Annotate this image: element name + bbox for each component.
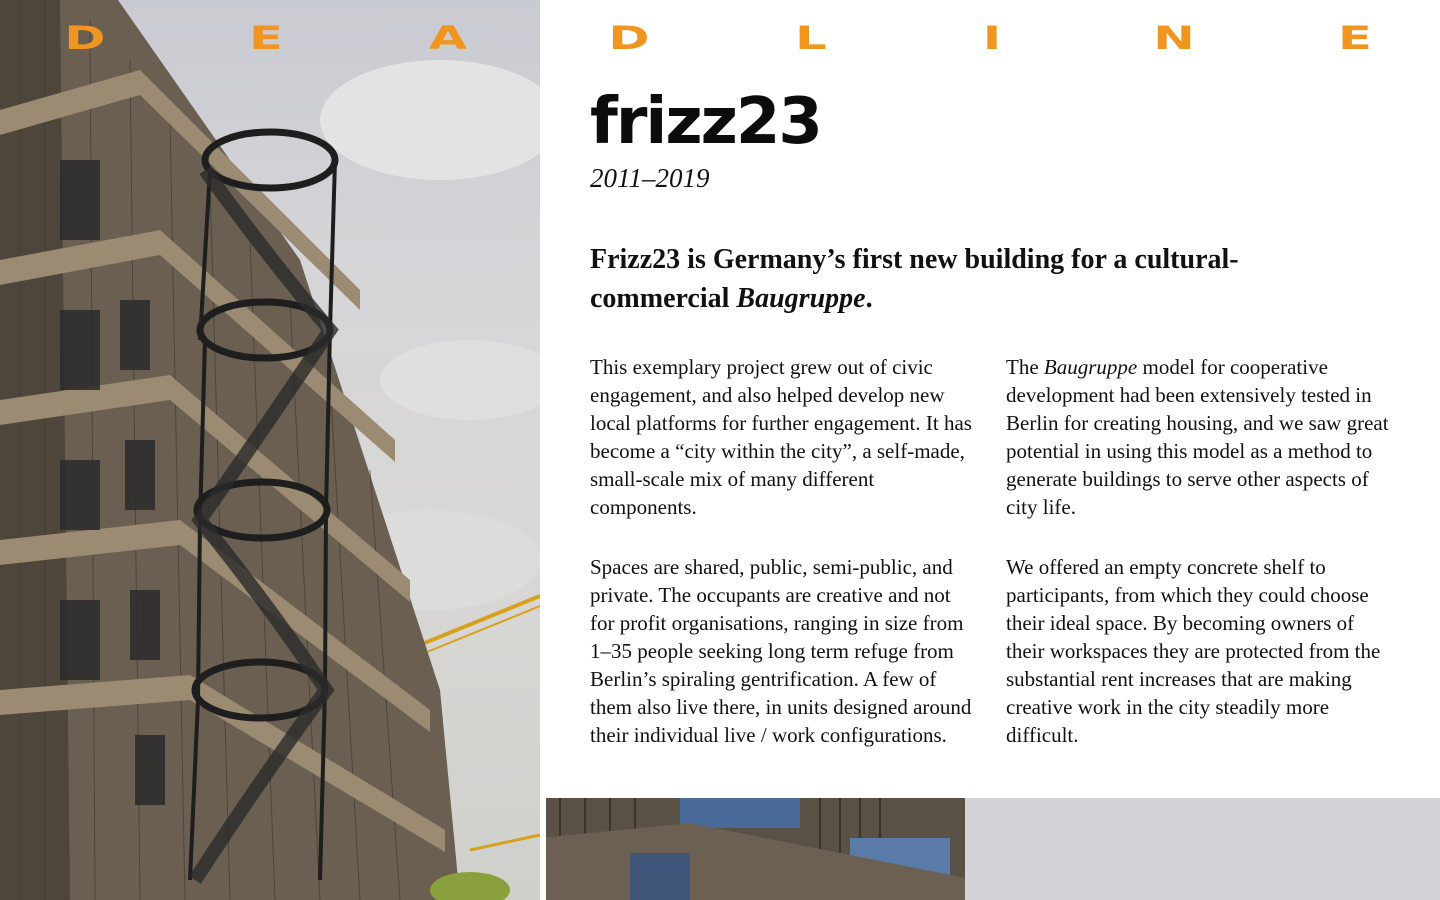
- logo-letter: N: [1152, 19, 1195, 57]
- logo-letter: D: [64, 19, 106, 57]
- detail-building-photo: [540, 798, 1440, 900]
- body-columns: [590, 353, 1390, 781]
- body-column-left: [590, 353, 976, 781]
- logo-letter: D: [608, 19, 650, 57]
- lede-end: .: [865, 283, 873, 314]
- detail-illustration: [540, 798, 1440, 900]
- project-years: 2011–2019: [590, 163, 710, 193]
- project-content: [590, 84, 1390, 781]
- body-column-right: [1006, 353, 1392, 781]
- project-title: frizz23: [590, 85, 821, 159]
- body-paragraph: Spaces are shared, public, semi-public, and private. The occupants are creative and not for profit organisations, ranging in size from 1–35 people seeking long term refuge from Berlin’s spiraling gentrification. A few of them also live there, in units designed around their individual live / work configurations.: [590, 555, 972, 747]
- body-paragraph: We offered an empty concrete shelf to participants, from which they could choose their ideal space. By becoming owners of their workspaces they are protected from the substantial rent increases that are making creative work in the city steadily more difficult.: [1006, 555, 1381, 747]
- project-lede: [590, 240, 1330, 318]
- logo-letter: E: [1338, 19, 1372, 57]
- body-paragraph: [1006, 353, 1392, 521]
- building-illustration: [0, 0, 540, 900]
- logo-letter: L: [794, 19, 827, 57]
- lede-emphasis: Baugruppe: [736, 283, 866, 314]
- brand-logo[interactable]: [64, 18, 1372, 58]
- p3-emphasis: Baugruppe: [1043, 355, 1138, 379]
- p3-rest: model for cooperative development had been extensively tested in Berlin for creating housing, and we saw great potential in using this model as a method to generate buildings to serve other aspects of city life.: [1006, 355, 1389, 519]
- logo-letter: E: [249, 19, 284, 57]
- hero-building-photo: [0, 0, 540, 900]
- logo-letter: I: [982, 19, 1002, 57]
- body-paragraph: This exemplary project grew out of civic engagement, and also helped develop new local platforms for further engagement. It has become a “city within the city”, a self-made, small-scale mix of many different components.: [590, 355, 972, 519]
- logo-letter: A: [428, 19, 468, 57]
- p3-start: The: [1006, 355, 1044, 379]
- lede-text: Frizz23 is Germany’s first new building for a cultural-commercial: [590, 244, 1239, 314]
